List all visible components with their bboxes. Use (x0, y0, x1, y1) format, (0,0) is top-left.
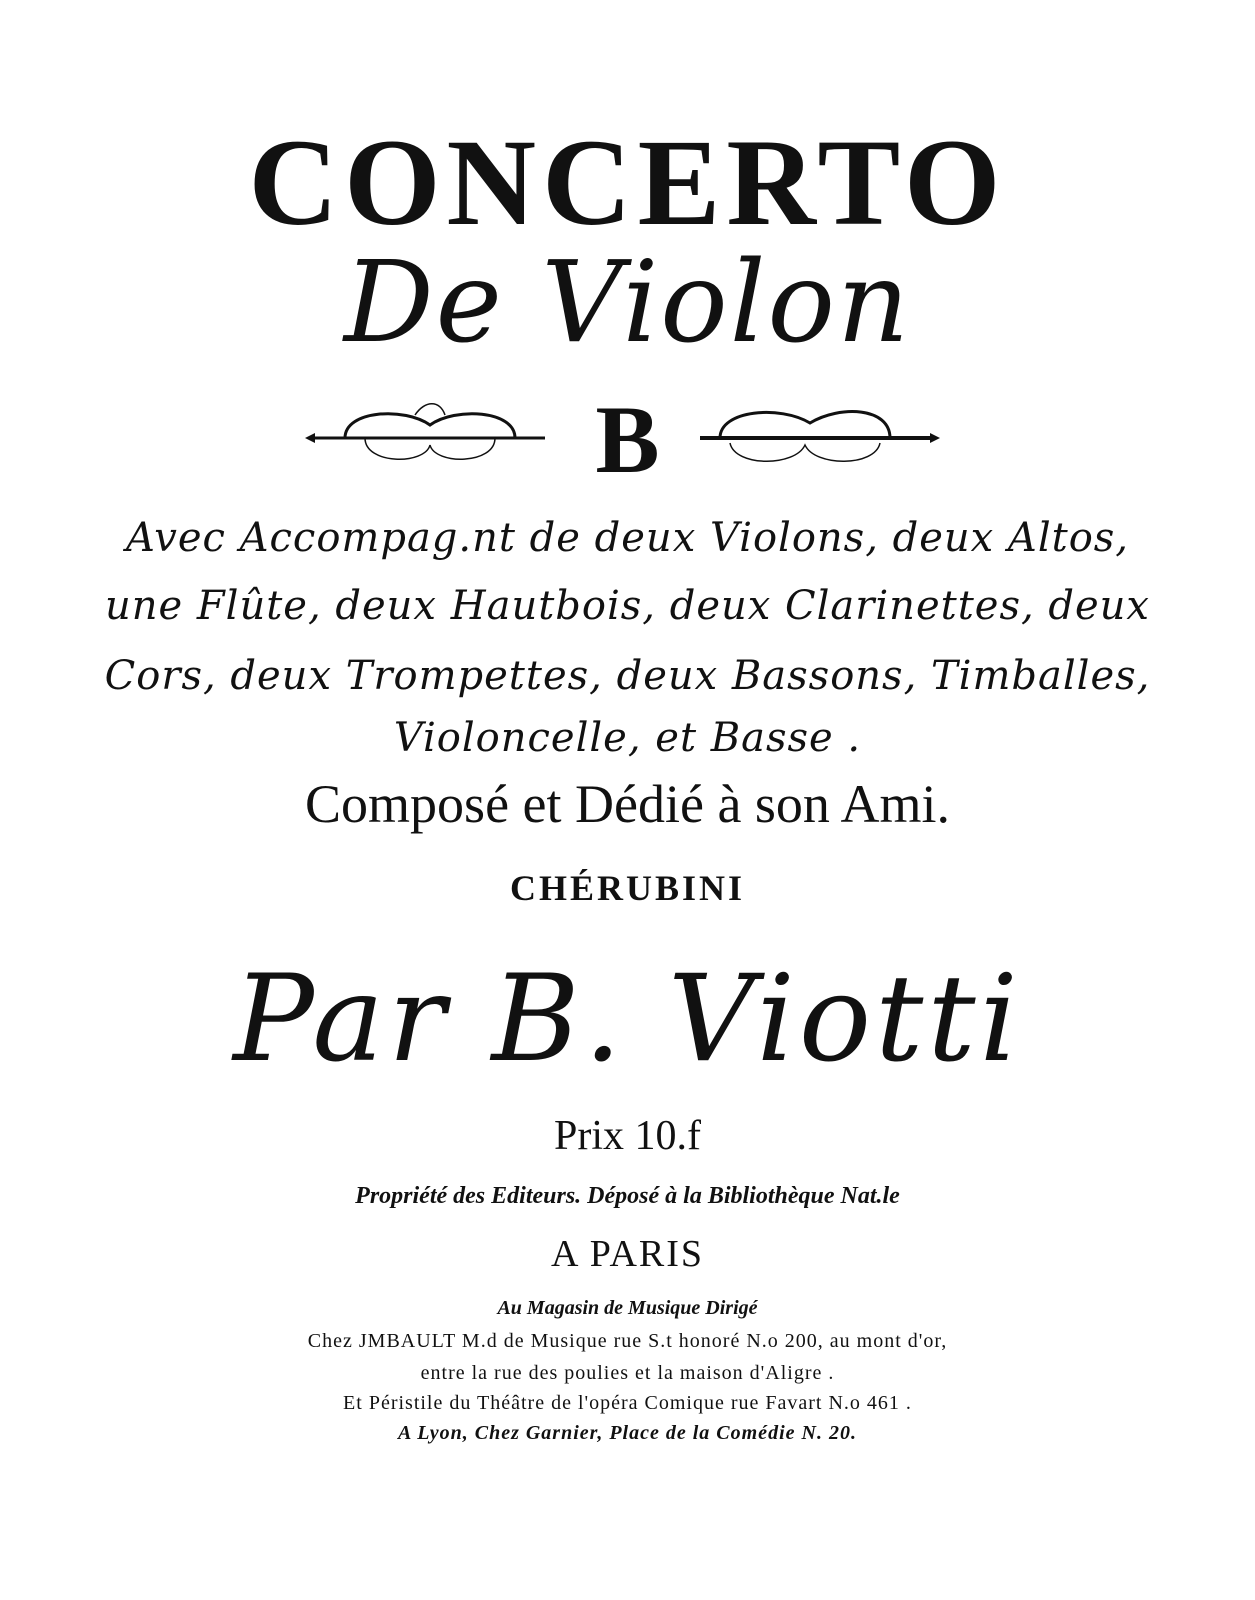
publisher-address-line-2: entre la rue des poulies et la maison d'Aligre . (420, 1362, 835, 1384)
rights-notice: Propriété des Editeurs. Déposé à la Bibliothèque Nat.le (355, 1183, 900, 1209)
price-line: Prix 10.f (554, 1113, 701, 1159)
publisher-address-line-1: Chez JMBAULT M.d de Musique rue S.t honoré N.o 200, au mont d'or, (307, 1330, 948, 1352)
instrumentation-line-3: Cors, deux Trompettes, deux Bassons, Timballes, (104, 653, 1151, 699)
dedicatee-name: CHÉRUBINI (509, 868, 746, 908)
title-concerto: CONCERTO (248, 114, 1007, 251)
publisher-lyon-line: A Lyon, Chez Garnier, Place de la Comédie N. 20. (398, 1422, 857, 1444)
publisher-address-line-3: Et Péristile du Théâtre de l'opéra Comique rue Favart N.o 461 . (343, 1392, 912, 1414)
instrumentation-line-4: Violoncelle, et Basse . (393, 715, 862, 761)
composer-name: Par B. Viotti (233, 950, 1022, 1089)
publisher-magasin: Au Magasin de Musique Dirigé (497, 1297, 758, 1319)
dedication-line: Composé et Dédié à son Ami. (305, 774, 950, 834)
instrumentation-line-2: une Flûte, deux Hautbois, deux Clarinettes, deux (105, 583, 1150, 629)
publication-city: A PARIS (550, 1233, 705, 1275)
concerto-number: B (595, 386, 660, 493)
instrumentation-line-1: Avec Accompag.nt de deux Violons, deux Altos, (125, 515, 1130, 561)
title-de-violon: De Violon (343, 238, 912, 368)
